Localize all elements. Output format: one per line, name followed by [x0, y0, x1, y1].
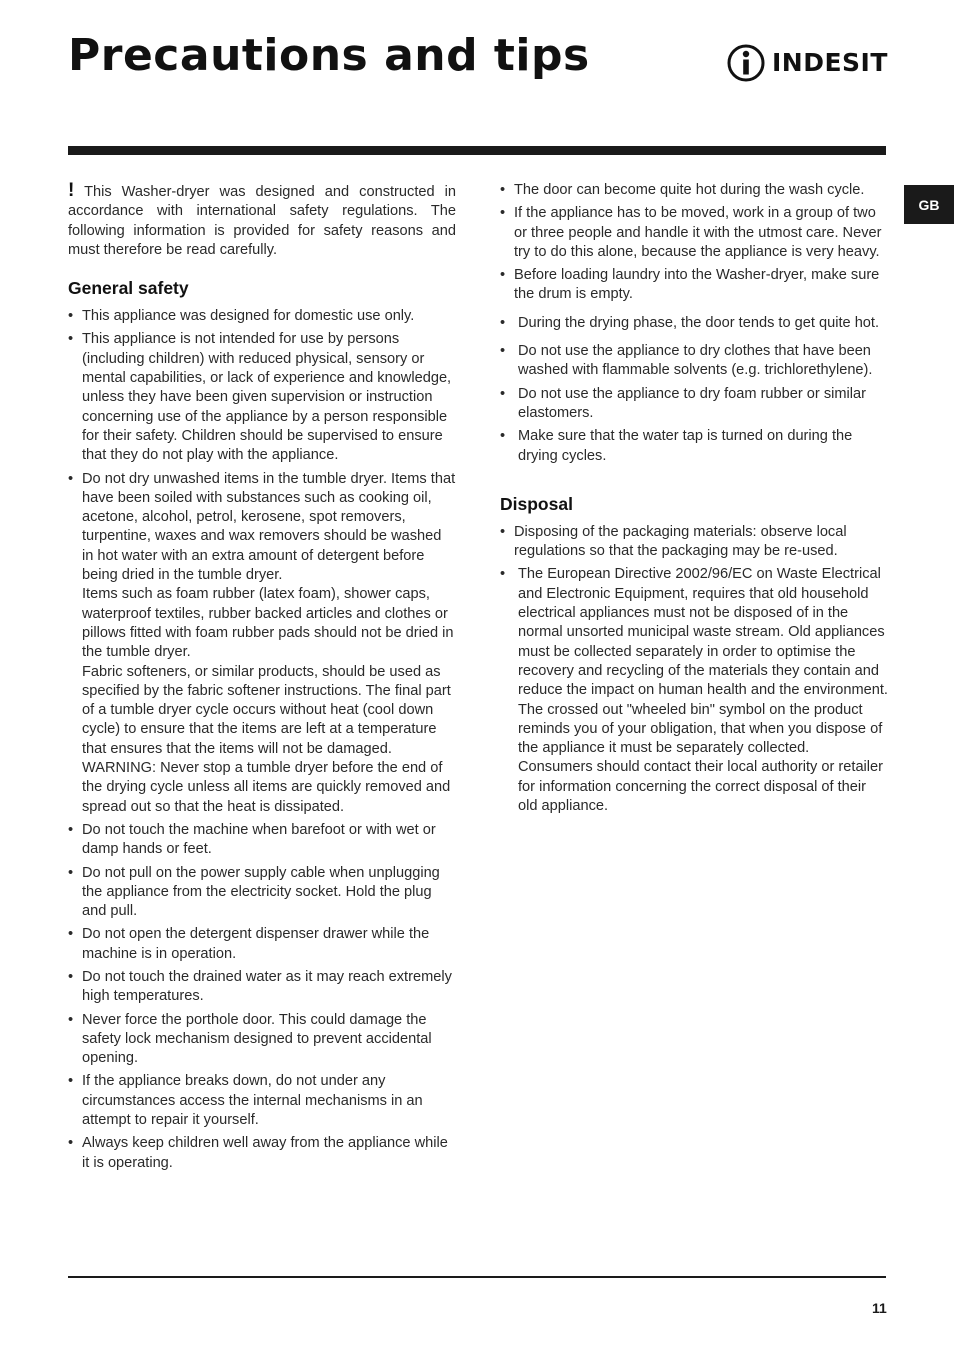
- right-column: [500, 181, 888, 820]
- disposal-list: [500, 523, 888, 816]
- list-item: • Never force the porthole door. This could damage the safety lock mechanism designed to prevent accidental opening.: [68, 1011, 456, 1069]
- list-item: • The door can become quite hot during the wash cycle.: [500, 181, 888, 200]
- list-item: • The European Directive 2002/96/EC on Waste Electrical and Electronic Equipment, requires that old household electrical appliances must not be disposed of in the normal unsorted municipal waste stream. Old appliances must be collected separately in order to optimise the recovery and recycling of the materials they contain and reduce the impact on human health and the environment. The crossed out "wheeled bin" symbol on the product reminds you of your obligation, that when you dispose of the appliance it must be separately collected. Consumers should contact their local authority or retailer for information concerning the correct disposal of their old appliance.: [500, 565, 888, 816]
- list-item: • Do not touch the drained water as it may reach extremely high temperatures.: [68, 968, 456, 1007]
- list-item: • Always keep children well away from the appliance while it is operating.: [68, 1134, 456, 1173]
- header-rule: [68, 146, 886, 155]
- page-number: 11: [872, 1300, 887, 1316]
- list-item: • Do not touch the machine when barefoot or with wet or damp hands or feet.: [68, 821, 456, 860]
- brand-name: INDESIT: [772, 48, 888, 77]
- footer-rule: [68, 1276, 886, 1278]
- warning-mark: !: [68, 180, 75, 201]
- intro-text: This Washer-dryer was designed and constructed in accordance with international safety regulations. The following information is provided for safety reasons and must therefore be read carefully.: [68, 184, 456, 258]
- general-safety-heading: General safety: [68, 278, 189, 299]
- list-item: • Do not pull on the power supply cable when unplugging the appliance from the electricity socket. Hold the plug and pull.: [68, 864, 456, 922]
- list-item: • Before loading laundry into the Washer-dryer, make sure the drum is empty.: [500, 266, 888, 305]
- left-column: [68, 181, 456, 1177]
- general-safety-list: [68, 307, 456, 1173]
- list-item: • This appliance was designed for domestic use only.: [68, 307, 456, 326]
- list-item: • This appliance is not intended for use by persons (including children) with reduced physical, sensory or mental capabilities, or lack of experience and knowledge, unless they have been given supervision or instruction concerning use of the appliance by a person responsible for their safety. Children should be supervised to ensure that they do not play with the appliance.: [68, 330, 456, 465]
- intro-paragraph: [68, 181, 456, 260]
- list-item: • Make sure that the water tap is turned on during the drying cycles.: [500, 427, 888, 466]
- list-item: • Do not open the detergent dispenser drawer while the machine is in operation.: [68, 925, 456, 964]
- list-item: • Do not use the appliance to dry foam rubber or similar elastomers.: [500, 385, 888, 424]
- language-tab: GB: [904, 185, 954, 224]
- list-item: • Do not use the appliance to dry clothes that have been washed with flammable solvents (e.g. trichlorethylene).: [500, 342, 888, 381]
- list-item: • Do not dry unwashed items in the tumble dryer. Items that have been soiled with substances such as cooking oil, acetone, alcohol, petrol, kerosene, spot removers, turpentine, waxes and wax removers should be washed in hot water with an extra amount of detergent before being dried in the tumble dryer. Items such as foam rubber (latex foam), shower caps, waterproof textiles, rubber backed articles and clothes or pillows fitted with foam rubber pads should not be dried in the tumble dryer. Fabric softeners, or similar products, should be used as specified by the fabric softener instructions. The final part of a tumble dryer cycle occurs without heat (cool down cycle) to ensure that the items are left at a temperature that ensures that the items will not be damaged. WARNING: Never stop a tumble dryer before the end of the drying cycle unless all items are quickly removed and spread out so that the heat is dissipated.: [68, 470, 456, 817]
- list-item: • Disposing of the packaging materials: observe local regulations so that the packaging may be re-used.: [500, 523, 888, 562]
- list-item: • If the appliance has to be moved, work in a group of two or three people and handle it with the utmost care. Never try to do this alone, because the appliance is very heavy.: [500, 204, 888, 262]
- page-title: Precautions and tips: [68, 30, 590, 81]
- indesit-logo: [726, 42, 888, 84]
- list-item: • If the appliance breaks down, do not under any circumstances access the internal mechanisms in an attempt to repair it yourself.: [68, 1072, 456, 1130]
- indesit-i-icon: [726, 42, 768, 84]
- usage-list: [500, 181, 888, 466]
- disposal-heading: Disposal: [500, 493, 573, 514]
- list-item: • During the drying phase, the door tends to get quite hot.: [500, 314, 888, 333]
